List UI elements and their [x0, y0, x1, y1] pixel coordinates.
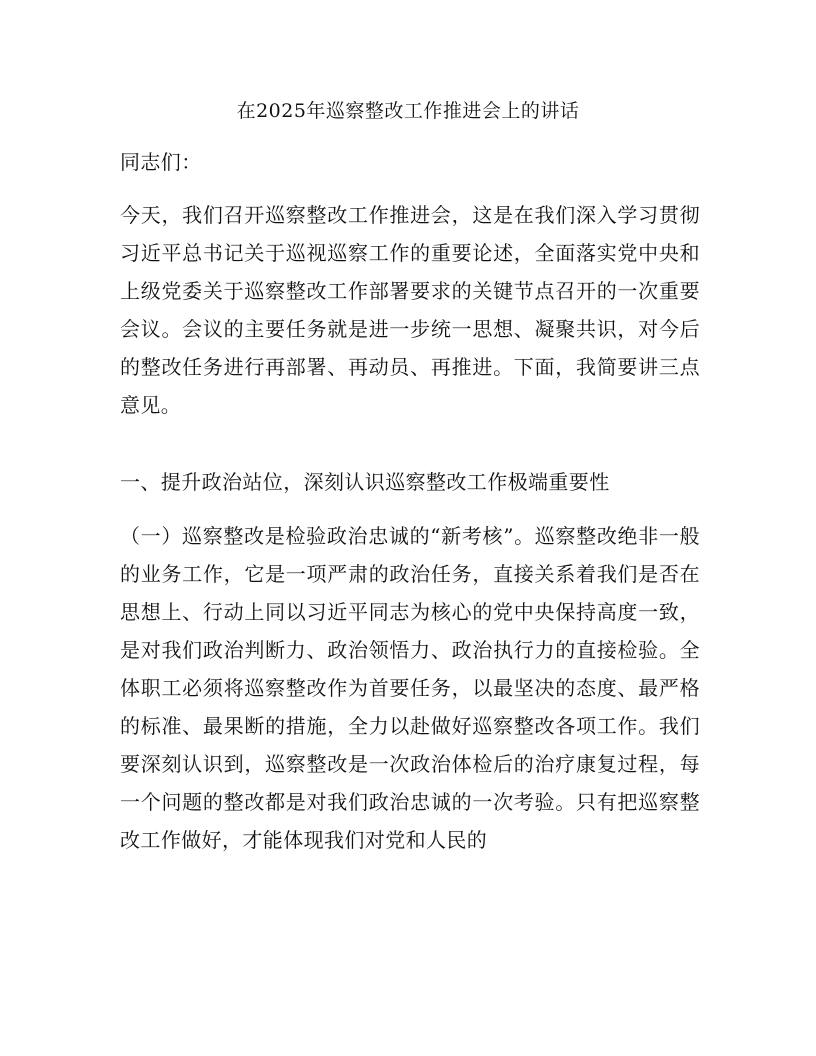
- salutation: 同志们：: [120, 150, 202, 174]
- subsection-paragraph: （一）巡察整改是检验政治忠诚的“新考核”。巡察整改绝非一般的业务工作，它是一项严肃的政治任务，直接关系着我们是否在思想上、行动上同以习近平同志为核心的党中央保持高度一致，是对我们政治判断力、政治领悟力、政治执行力的直接检验。全体职工必须将巡察整改作为首要任务，以最坚决的态度、最严格的标准、最果断的措施，全力以赴做好巡察整改各项工作。我们要深刻认识到，巡察整改是一次政治体检后的治疗康复过程，每一个问题的整改都是对我们政治忠诚的一次考验。只有把巡察整改工作做好，才能体现我们对党和人民的: [120, 524, 700, 852]
- document-title: 在2025年巡察整改工作推进会上的讲话: [236, 100, 580, 122]
- section-heading: 一、提升政治站位，深刻认识巡察整改工作极端重要性: [120, 470, 610, 494]
- opening-paragraph: 今天，我们召开巡察整改工作推进会，这是在我们深入学习贯彻习近平总书记关于巡视巡察工作的重要论述，全面落实党中央和上级党委关于巡察整改工作部署要求的关键节点召开的一次重要会议。会议的主要任务就是进一步统一思想、凝聚共识，对今后的整改任务进行再部署、再动员、再推进。下面，我简要讲三点意见。: [120, 203, 700, 417]
